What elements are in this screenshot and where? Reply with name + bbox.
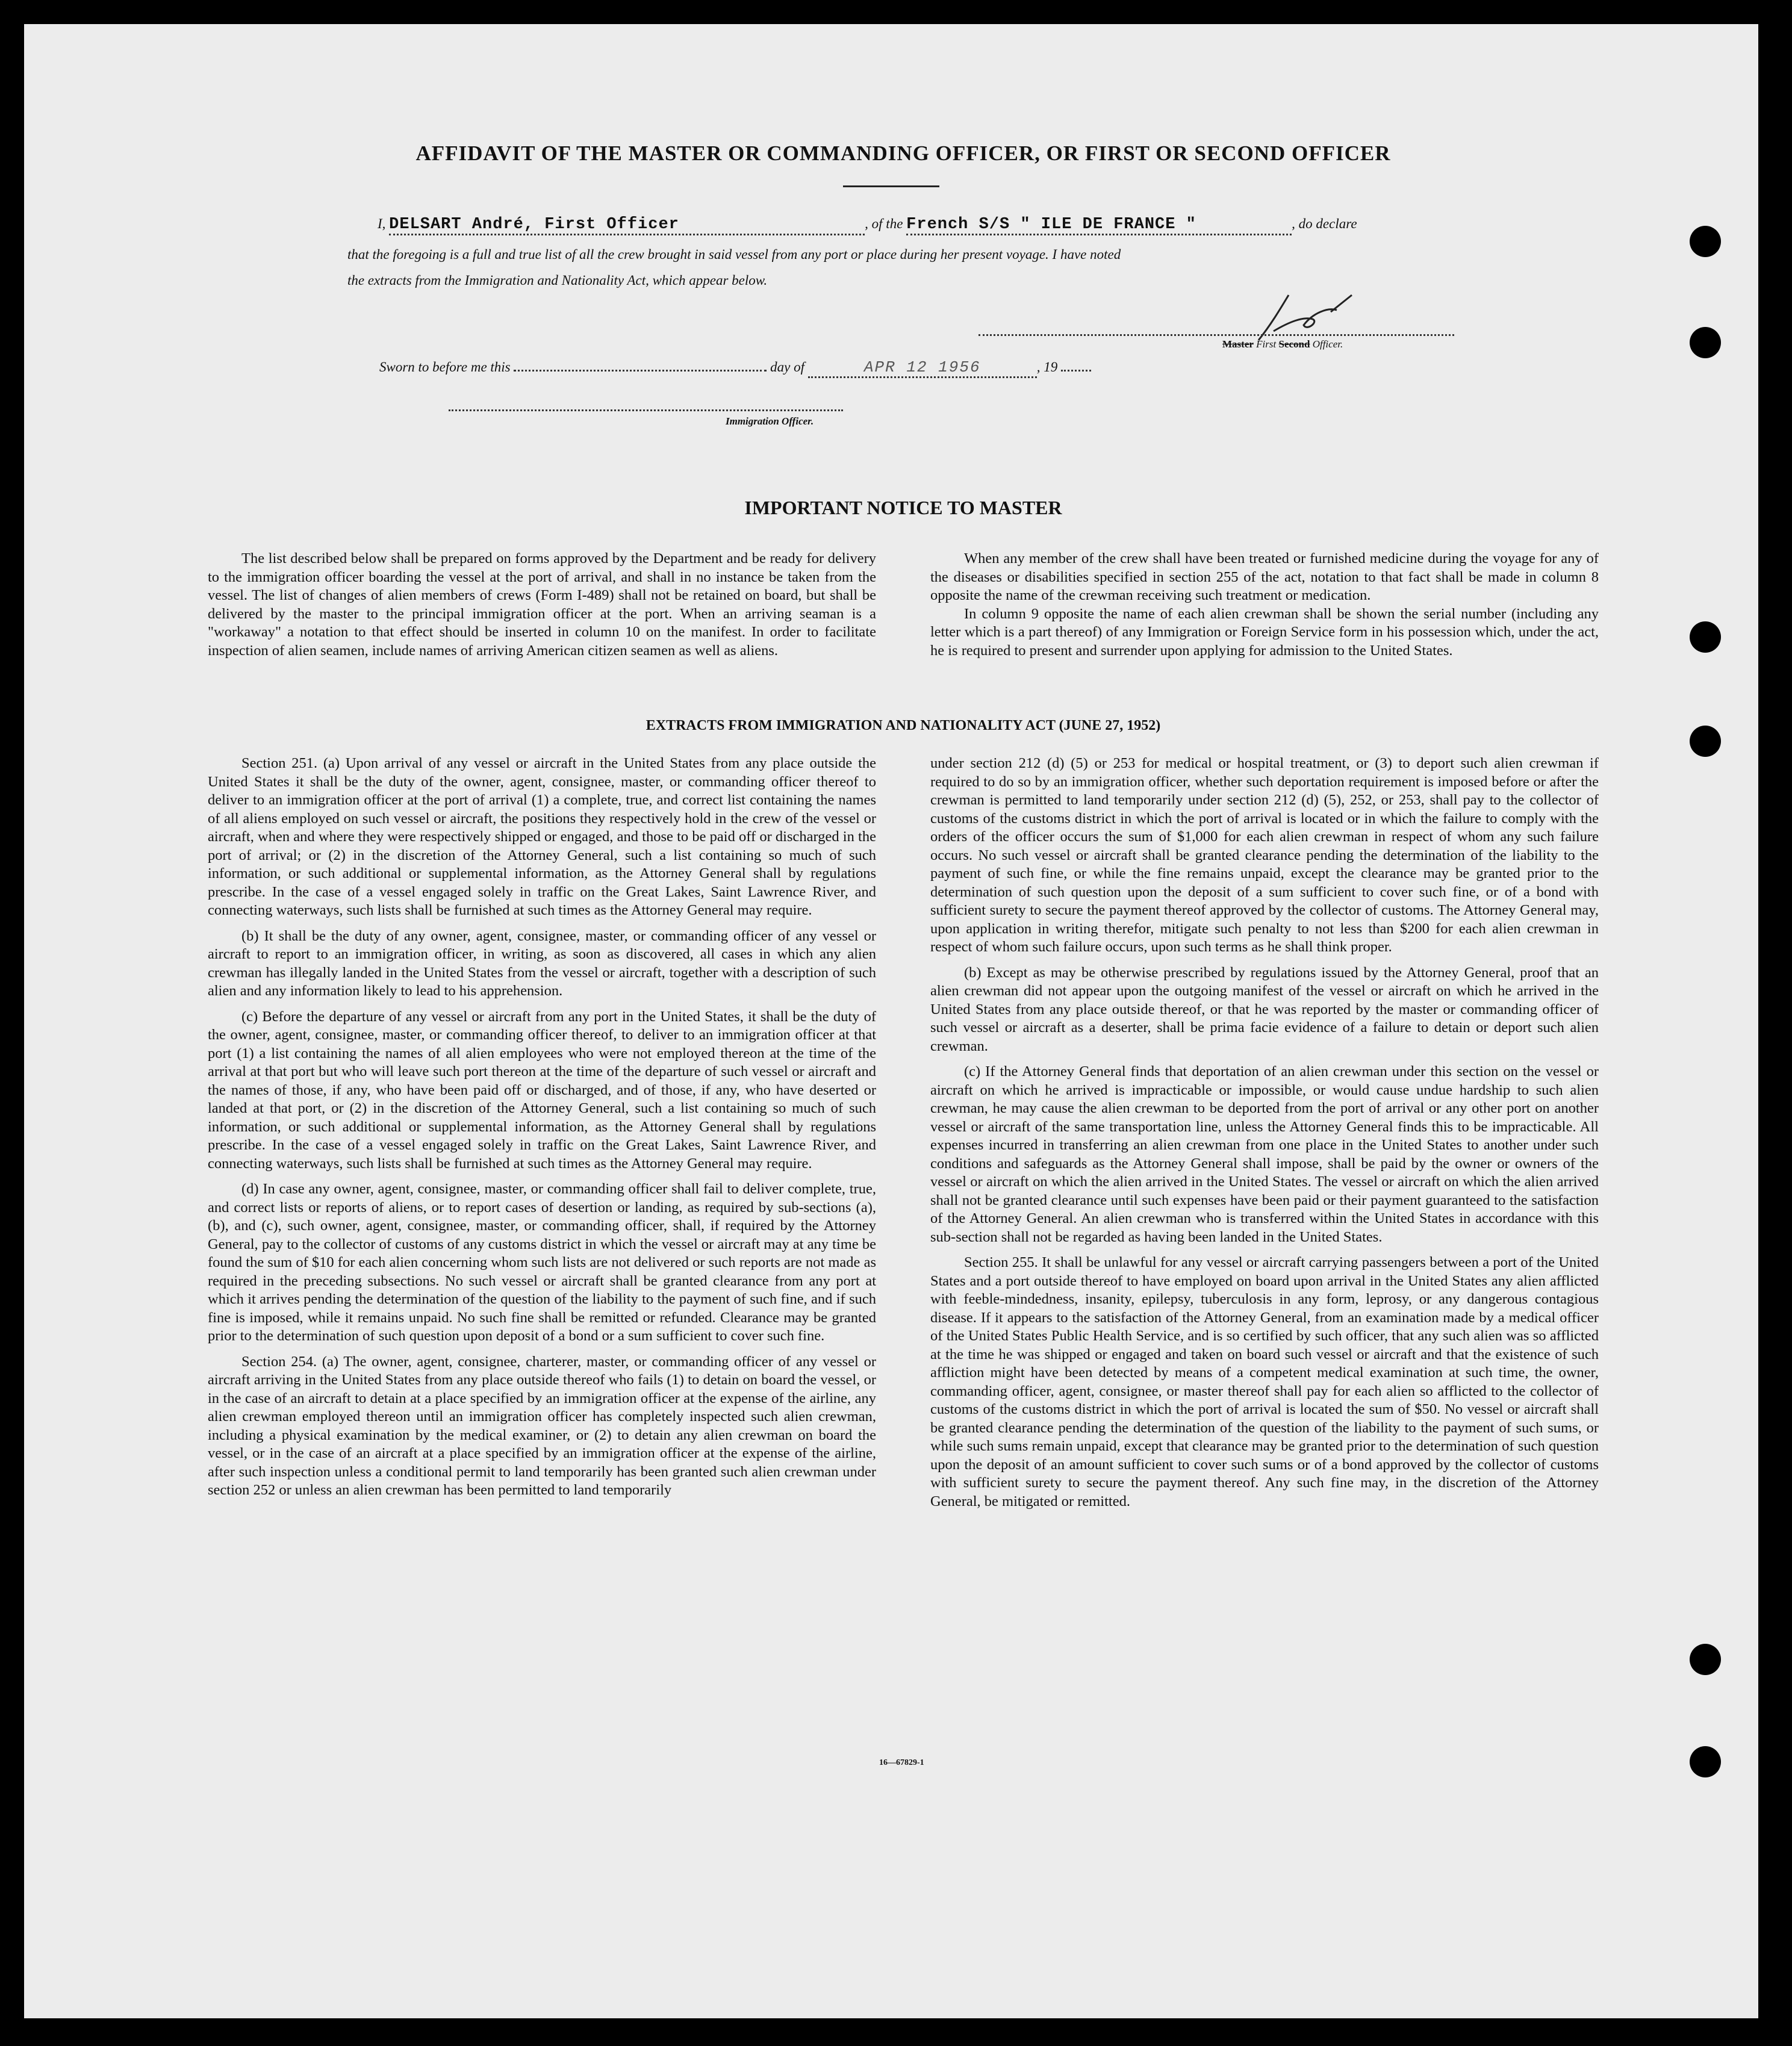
binder-hole — [1690, 226, 1721, 257]
sworn-day-field — [514, 370, 767, 372]
binder-hole — [1690, 1746, 1721, 1777]
section-255: Section 255. It shall be unlawful for any vessel or aircraft carrying passengers between a port of the United States and a port outside thereof to have employed on board upon arrival in the United States any alien afflicted with feeble-mindedness, insanity, epilepsy, tuberculosis in any form, leprosy, or any dangerous contagious disease. If it appears to the satisfaction of the Attorney General, from an examination made by a medical officer of the United States Public Health Service, and is so certified by such officer, that any such alien was so afflicted at the time he was shipped or engaged and taken on board such vessel or aircraft and that the existence of such affliction might have been detected by means of a competent medical examination at such time, the owner, commanding officer, agent, consignee, or master thereof shall pay for each alien so afflicted to the collector of customs of the customs district in which the port of arrival is located the sum of $50. No vessel or aircraft shall be granted clearance pending the determination of the question of the liability to the payment of such sums, or while such sums remain unpaid, except that clearance may be granted prior to the determination of such question upon the deposit of an amount sufficient to cover such sums or of a bond approved by the collector of customs with sufficient surety to secure the payment thereof. Any such fine may, in the discretion of the Attorney General, be mitigated or remitted. — [930, 1254, 1599, 1510]
officer-label — [1222, 338, 1343, 350]
year-field — [1061, 370, 1091, 372]
do-declare-label: , do declare — [1292, 216, 1357, 231]
notice-heading: IMPORTANT NOTICE TO MASTER — [744, 497, 1062, 518]
officer-suffix: Officer. — [1312, 338, 1343, 350]
section-251-a: Section 251. (a) Upon arrival of any vessel or aircraft in the United States from any place outside the United States it shall be the duty of the owner, agent, consignee, master, or commanding officer thereof to deliver to an immigration officer at the port of arrival (1) a complete, true, and correct list containing the names of all aliens employed on such vessel or aircraft, the positions they respectively hold in the crew of the vessel or aircraft, when and where they were respectively shipped or engaged, and those to be paid off or discharged in the port of arrival; or (2) in the discretion of the Attorney General, such a list containing so much of such information, or such additional or supplemental information, as the Attorney General shall by regulations prescribe. In the case of a vessel engaged solely in traffic on the Great Lakes, Saint Lawrence River, and connecting waterways, such lists shall be furnished at such times as the Attorney General may require. — [208, 755, 876, 918]
affidavit-prefix: I, — [378, 216, 386, 231]
section-254-c: (c) If the Attorney General finds that deportation of an alien crewman under this section on the vessel or aircraft on which he arrived is impracticable or impossible, or would cause undue hardship to such alien crewman, he may cause the alien crewman to be deported from the port of arrival or any other port on another vessel or aircraft of the same transportation line, unless the Attorney General finds this to be impracticable. All expenses incurred in transferring an alien crewman from one place in the United States to another under such conditions and safeguards as the Attorney General shall impose, shall be paid by the owner or owners of the vessel or aircraft on which the alien arrived in the United States. The vessel or aircraft on which the alien arrived shall not be granted clearance until such expenses have been paid or their payment guaranteed to the satisfaction of the Attorney General. An alien crewman who is transferred within the United States in accordance with this sub-section shall not be regarded as having been landed in the United States. — [930, 1063, 1599, 1245]
struck-master: Master — [1222, 338, 1254, 350]
affidavit-title: AFFIDAVIT OF THE MASTER OR COMMANDING OFFICER, OR FIRST OR SECOND OFFICER — [415, 141, 1391, 165]
of-the-label: , of the — [865, 216, 903, 231]
section-254-a-cont: under section 212 (d) (5) or 253 for medical or hospital treatment, or (3) to deport such alien crewman if required to do so by an immigration officer, whether such deportation requirement is imposed before or after the crewman is permitted to land temporarily under section 212 (d) (5), 252, or 253, shall pay to the collector of customs of the customs district in which the port of arrival is located or in which the failure to comply with the orders of the officer occurs the sum of $1,000 for each alien crewman in respect of whom any such failure occurs. No such vessel or aircraft shall be granted clearance pending the determination of the liability to the payment of such fine, or while the fine remains unpaid, except the clearance may be granted prior to the determination of such question upon the deposit of a sum sufficient to cover such fine, or of a bond with sufficient surety to secure the payment thereof approved by the collector of customs. The Attorney General may, upon application in writing therefor, mitigate such penalty to not less than $200 for each alien crewman in respect of whom such failure occurs, upon such terms as he shall think proper. — [930, 755, 1599, 955]
section-254-b: (b) Except as may be otherwise prescribed by regulations issued by the Attorney General, proof that an alien crewman did not appear upon the outgoing manifest of the vessel or aircraft on which he arrived in the United States from any place outside thereof, or that he was reported by the master or commanding officer of such vessel or aircraft as a deserter, shall be prima facie evidence of a failure to detain or deport such alien crewman. — [930, 964, 1599, 1054]
affidavit-line-1 — [378, 216, 1461, 235]
immigration-officer-line — [449, 409, 843, 411]
notice-left-paragraph: The list described below shall be prepared on forms approved by the Department and be ready for delivery to the immigration officer boarding the vessel at the port of arrival, and shall in no instance be taken from the vessel. The list of changes of alien members of crews (Form I-489) shall not be retained on board, but shall be delivered by the master to the principal immigration officer at the port. When an arriving seaman is a "workaway" a notation to that effect should be inserted in column 10 on the manifest. In order to facilitate inspection of alien seamen, include names of arriving American citizen seamen as well as aliens. — [208, 550, 876, 659]
notice-left-column — [208, 550, 876, 660]
affidavit-line-2: that the foregoing is a full and true list of all the crew brought in said vessel from any port or place during her present voyage. I have noted — [347, 247, 1121, 262]
year-label: , 19 — [1036, 359, 1058, 375]
binder-hole — [1690, 1644, 1721, 1675]
extracts-heading: EXTRACTS FROM IMMIGRATION AND NATIONALITY ACT (JUNE 27, 1952) — [646, 718, 1161, 733]
day-of-label: day of — [770, 359, 804, 375]
signature-line — [978, 334, 1454, 336]
title-rule — [843, 185, 939, 187]
sworn-line — [379, 358, 1222, 378]
sworn-label: Sworn to before me this — [379, 359, 511, 375]
section-251-c: (c) Before the departure of any vessel or aircraft from any port in the United States, it shall be the duty of the owner, agent, consignee, master, or commanding officer thereof, to deliver to an immigration officer at that port (1) a list containing the names of all alien employees who were not employed thereon at the time of the arrival at that port but who will leave such port thereon at the time of the departure of such vessel or aircraft and the names of those, if any, who have been paid off or discharged, and of those, if any, who have deserted or landed at that port, or (2) in the discretion of the Attorney General, such a list containing so much of such information, or such additional or supplemental information, as the Attorney General shall by regulations prescribe. In the case of a vessel engaged solely in traffic on the Great Lakes, Saint Lawrence River, and connecting waterways, such lists shall be furnished at such times as the Attorney General may require. — [208, 1008, 876, 1172]
struck-second: Second — [1278, 338, 1310, 350]
vessel-name: French S/S " ILE DE FRANCE " — [906, 216, 1196, 234]
notice-right-paragraph-2: In column 9 opposite the name of each alien crewman shall be shown the serial number (including any letter which is a part thereof) of any Immigration or Foreign Service form in his possession which, under the act, he is required to present and surrender upon applying for admission to the United States. — [930, 605, 1599, 659]
notice-right-paragraph-1: When any member of the crew shall have been treated or furnished medicine during the voyage for any of the diseases or disabilities specified in section 255 of the act, notation to that fact shall be made in column 8 opposite the name of the crewman receiving such treatment or medication. — [930, 550, 1599, 603]
affidavit-line-3: the extracts from the Immigration and Nationality Act, which appear below. — [347, 273, 768, 288]
date-stamp: APR 12 1956 — [863, 358, 981, 376]
extracts-right-column — [930, 754, 1599, 1518]
binder-hole — [1690, 327, 1721, 358]
notice-right-column — [930, 550, 1599, 660]
date-field — [808, 358, 1037, 378]
officer-name: DELSART André, First Officer — [389, 216, 679, 234]
section-254-a: Section 254. (a) The owner, agent, consignee, charterer, master, or commanding officer of any vessel or aircraft arriving in the United States from any place outside thereof who fails (1) to detain on board the vessel, or in the case of an aircraft to detain at a place specified by an immigration officer at the expense of the airline, any alien crewman employed thereon until an immigration officer has completely inspected such alien crewman, including a physical examination by the medical examiner, or (2) to detain any alien crewman on board the vessel, or in the case of an aircraft at a place specified by an immigration officer at the expense of the airline, after such inspection unless a conditional permit to land temporarily has been granted such alien crewman under section 252 or unless an alien crewman has been permitted to land temporarily — [208, 1353, 876, 1498]
section-251-d: (d) In case any owner, agent, consignee, master, or commanding officer shall fail to deliver complete, true, and correct lists or reports of aliens, or to report cases of desertion or landing, as required by sub-sections (a), (b), and (c), such owner, agent, consignee, master, or commanding officer, shall, if required by the Attorney General, pay to the collector of customs of any customs district in which the vessel or aircraft may at any time be found the sum of $10 for each alien concerning whom such lists are not delivered or such reports are not made as required in the preceding subsections. No such vessel or aircraft shall be granted clearance from any port at which it arrives pending the determination of the question of the liability to the payment of such fine, and if such fine is imposed, while it remains unpaid. No such fine shall be remitted or refunded. Clearance may be granted prior to the determination of such question upon deposit of a bond or a sum sufficient to cover such fine. — [208, 1181, 876, 1344]
section-251-b: (b) It shall be the duty of any owner, agent, consignee, master, or commanding officer of any vessel or aircraft to report to an immigration officer, in writing, as soon as discovered, all cases in which any alien crewman has illegally landed in the United States from the vessel or aircraft, together with a description of such alien and any information likely to lead to his apprehension. — [208, 927, 876, 999]
immigration-officer-label: Immigration Officer. — [726, 415, 814, 427]
binder-hole — [1690, 621, 1721, 653]
extracts-left-column — [208, 754, 876, 1507]
vessel-field — [906, 216, 1292, 235]
officer-name-field — [389, 216, 865, 235]
form-number: 16—67829-1 — [879, 1758, 924, 1767]
first-label: First — [1256, 338, 1277, 350]
